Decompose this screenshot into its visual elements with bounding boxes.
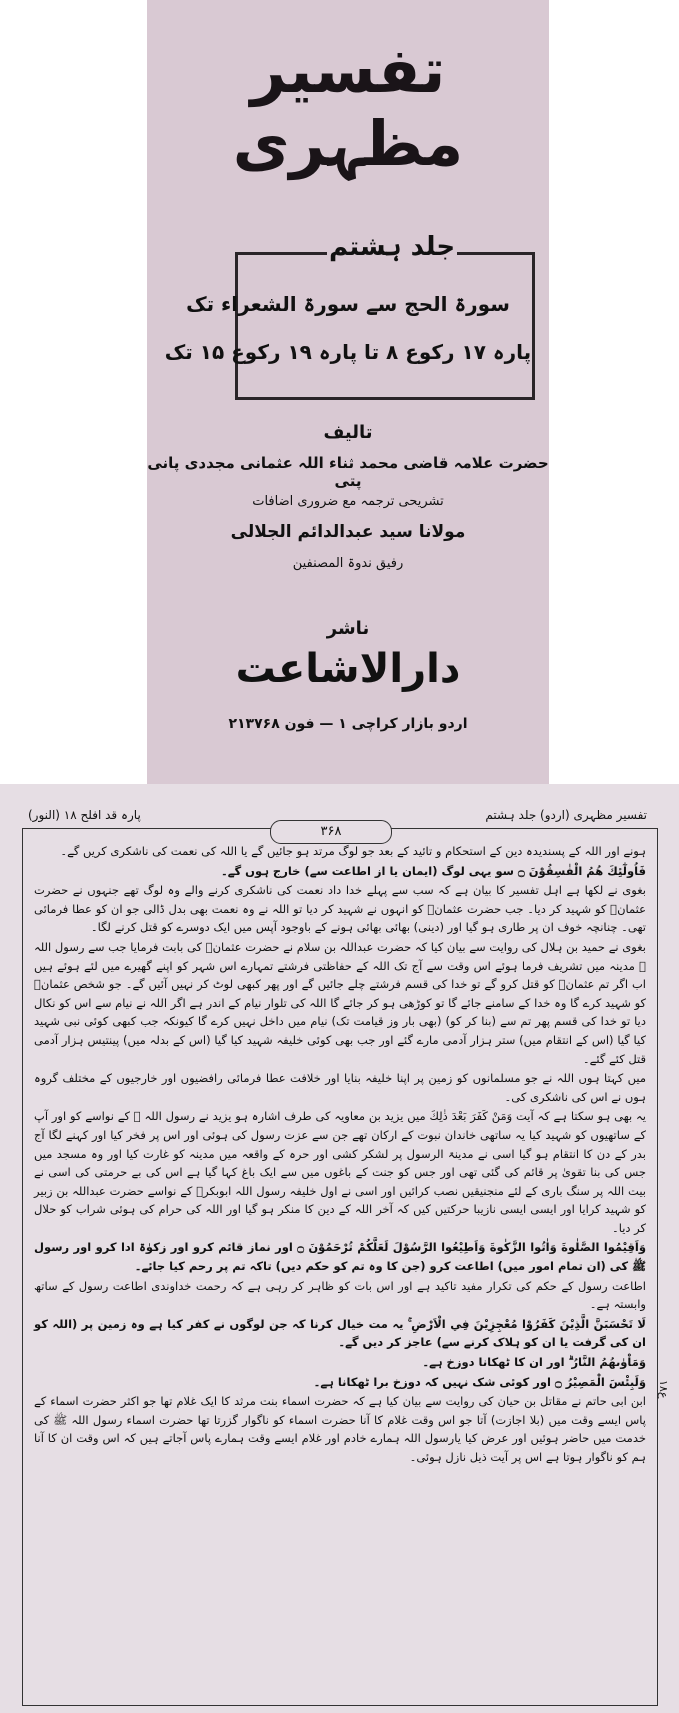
author-name: حضرت علامہ قاضی محمد ثناء اللہ عثمانی مجددی پانی پتی bbox=[147, 454, 549, 490]
page-body bbox=[34, 842, 646, 1468]
paragraph: ہونے اور اللہ کے پسندیدہ دین کے استحکام و تائید کے بعد جو لوگ مرتد ہو جائیں گے یا اللہ کی نعمت کی ناشکری کریں گے۔ bbox=[60, 844, 646, 858]
paragraph: وَاَقِيْمُوا الصَّلٰوةَ وَاٰتُوا الزَّكٰوةَ وَاَطِيْعُوا الرَّسُوْلَ لَعَلَّكُمْ تُرْحَمُوْنَ ۝ اور نماز قائم کرو اور زکوٰۃ ادا کرو اور رسول ﷺ کی (ان تمام امور میں) اطاعت کرو (جن کا وہ تم کو حکم دیں) تاکہ تم پر رحم کیا جائے۔ bbox=[34, 1240, 646, 1274]
translation-note: تشریحی ترجمہ مع ضروری اضافات bbox=[252, 494, 444, 509]
margin-note: ۱۸ع bbox=[657, 1380, 670, 1399]
book-title: تفسیر مظہری bbox=[232, 34, 464, 180]
paragraph: ابن ابی حاتم نے مقاتل بن حیان کی روایت سے بیان کیا ہے کہ حضرت اسماء بنت مرثد کا ایک غلام تھا جو اکثر حضرت اسماء کے پاس ایسے وقت میں (بلا اجازت) آتا جو اس وقت غلام کا آنا حضرت اسماء کو ناگوار گزرتا تھا حضرت اسماء رسول اللہ ﷺ کی خدمت میں حاضر ہوئیں اور عرض کیا یارسول اللہ ہمارے خادم اور غلام ایسے وقت ہمارے پاس آجاتے ہیں کہ اس وقت ان کا آنا ہم کو ناگوار ہوتا ہے اس پر آیت ذیل نازل ہوئی۔ bbox=[34, 1394, 646, 1464]
paragraph: لَا تَحْسَبَنَّ الَّذِيْنَ كَفَرُوْا مُعْجِزِيْنَ فِي الْاَرْضِ ۚ یہ مت خیال کرنا کہ جن لوگوں نے کفر کیا ہے وہ زمین پر (اللہ کو ان کی گرفت یا ان کو ہلاک کرنے سے) عاجز کر دیں گے۔ bbox=[34, 1316, 646, 1350]
page-number: ۳۶۸ bbox=[270, 820, 392, 844]
paragraph: یہ بھی ہو سکتا ہے کہ آیت وَمَنْ كَفَرَ بَعْدَ ذٰلِكَ میں یزید بن معاویہ کی طرف اشارہ ہو یزید نے رسول اللہ ﷺ کے نواسے کو اور آپ کے ساتھیوں کو شہید کیا یہ ساتھی خاندان نبوت کے ارکان تھے جن سے عزت رسول کی ہوئی اور اس پر فخر کیا اور کہنے لگا آج بدر کے دن کا انتقام ہو گیا اسی نے مدینۃ الرسول پر لشکر کشی اور حرہ کے واقعہ میں مدینہ کو غارت کیا اور وہ مسجد میں جس کی بنا تقویٰ پر قائم کی گئی تھی اور جس کو جنت کے باغوں میں سے ایک باغ کہا گیا ہے اس کی بے حرمتی کی اسی نے بیت اللہ پر سنگ باری کے لئے منجنیقیں نصب کرائیں اور اسی نے اول خلیفہ رسول اللہ ابوبکرؓ کے نواسے حضرت عبداللہ بن زبیر کو شہید کرایا اور ایسی ایسی نازیبا حرکتیں کیں کہ آخر اللہ کے دین کا منکر ہو گیا اور اللہ کی حرام کی ہوئی شراب کو حلال کر دیا۔ bbox=[34, 1109, 646, 1235]
contents-box bbox=[235, 252, 535, 400]
page-header-title: تفسیر مظہری (اردو) جلد ہشتم bbox=[485, 808, 647, 822]
paragraph: وَمَاْوٰىهُمُ النَّارُ ۗ اور ان کا ٹھکانا دوزخ ہے۔ bbox=[422, 1355, 646, 1370]
paragraph: بغوی نے حمید بن ہلال کی روایت سے بیان کیا کہ حضرت عبداللہ بن سلام نے حضرت عثمانؓ کی بابت فرمایا جب سے رسول اللہ ﷺ مدینہ میں تشریف فرما ہوئے اس وقت سے آج تک اللہ کے حفاظتی فرشتے تمہارے اس شہر کو اپنے گھیرے میں لئے ہوئے ہیں اب اگر تم عثمانؓ کو قتل کرو گے تو خدا کی قسم فرشتے چلے جائیں گے اور پھر کبھی لوٹ کر نہیں آئیں گے۔ جو شخص عثمانؓ کو شہید کرے گا وہ خدا کے سامنے جائے گا تو کوڑھی ہو کر جائے گا اللہ کی تلوار نیام کے اندر ہے اگر اللہ نے نیام سے اس کو نکال دیا تو خدا کی قسم پھر تم سے (بنا کر کو) (بھی بار وز قیامت تک) نیام میں داخل نہیں کرے گا کیونکہ جب کبھی کوئی نبی شہید کیا گیا (اس کے انتقام میں) ستر ہزار آدمی مارے گئے اور جب بھی کوئی خلیفہ شہید کیا گیا (اس کے بدلہ میں) پینتیس ہزار آدمی قتل کئے گئے۔ bbox=[34, 939, 646, 1066]
volume-label: جلد ہشتم bbox=[328, 232, 456, 262]
paragraph: بغوی نے لکھا ہے اہل تفسیر کا بیان ہے کہ سب سے پہلے خدا داد نعمت کی ناشکری کرنے والے وہ لوگ تھے جنہوں نے حضرت عثمانؓ کو شہید کر دیا۔ جب حضرت عثمانؓ کو انہوں نے شہید کر دیا تو اللہ نے وہ نعمت بھی بدل ڈالی جو ان کو عطا فرمائی تھی۔ چنانچہ خوف ان پر طاری ہو گیا اور (دینی) بھائی بھائی ہونے کے باوجود آپس میں ایک دوسرے کو قتل کرنے لگا۔ bbox=[34, 883, 646, 935]
surah-range: سورۃ الحج سے سورۃ الشعراء تک bbox=[186, 292, 510, 316]
editor-affiliation: رفیق ندوۃ المصنفین bbox=[292, 556, 404, 571]
book-cover bbox=[147, 0, 549, 784]
publisher-name: دارالاشاعت bbox=[235, 646, 461, 692]
paragraph: میں کہتا ہوں اللہ نے جو مسلمانوں کو زمین پر اپنا خلیفہ بنایا اور خلافت عطا فرمائی رافضیوں اور خارجیوں کے مختلف گروہ ہوں نے اس کی ناشکری کی۔ bbox=[34, 1071, 646, 1104]
para-range: پارہ ۱۷ رکوع ۸ تا پارہ ۱۹ رکوع ۱۵ تک bbox=[164, 340, 532, 364]
publisher-address: اردو بازار کراچی ۱ — فون ۲۱۳۷۶۸ bbox=[228, 716, 468, 732]
paragraph: وَلَبِئْسَ الْمَصِيْرُ ۝ اور کوئی شک نہیں کہ دوزخ برا ٹھکانا ہے۔ bbox=[313, 1374, 646, 1389]
page-header-section: پارہ قد افلح ۱۸ (النور) bbox=[28, 808, 141, 822]
editor-name: مولانا سید عبدالدائم الجلالی bbox=[230, 522, 466, 542]
paragraph: فَاُولٰٓئِكَ هُمُ الْفٰسِقُوْنَ ۝ سو یہی لوگ (ایمان یا از اطاعت سے) خارج ہوں گے۔ bbox=[221, 863, 646, 878]
compilation-label: تالیف bbox=[323, 422, 373, 443]
publisher-label: ناشر bbox=[326, 618, 370, 639]
paragraph: اطاعت رسول کے حکم کی تکرار مفید تاکید ہے اور اس بات کو ظاہر کر رہی ہے کہ رحمت خداوندی اطاعت رسول کے ساتھ وابستہ ہے۔ bbox=[34, 1278, 646, 1312]
